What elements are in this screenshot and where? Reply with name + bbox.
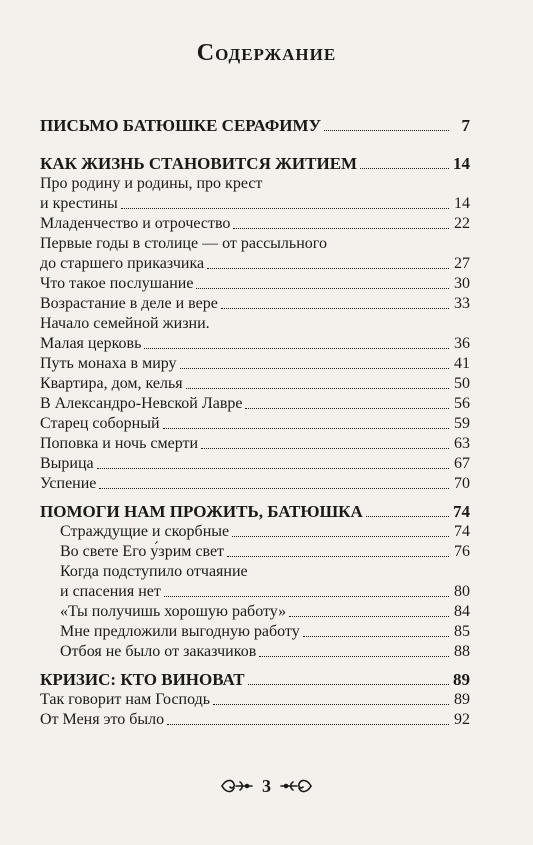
dot-leader	[180, 368, 449, 369]
toc-page-number: 36	[454, 335, 470, 352]
dot-leader	[324, 130, 449, 131]
toc-entry-title: Первые годы в столице — от рассыльного	[40, 235, 327, 252]
toc-page-number: 30	[454, 275, 470, 292]
dot-leader	[163, 428, 449, 429]
toc-entry-title: Начало семейной жизни.	[40, 315, 210, 332]
toc-page-number: 85	[454, 623, 470, 640]
toc-entry-title: КАК ЖИЗНЬ СТАНОВИТСЯ ЖИТИЕМ	[40, 154, 358, 173]
toc-entry	[40, 194, 470, 214]
toc-entry-title: «Ты получишь хорошую работу»	[60, 603, 287, 620]
toc-entry	[40, 374, 470, 394]
toc-entry-title-continued: до старшего приказчика	[40, 255, 205, 272]
toc-entry-line	[40, 234, 470, 254]
toc-page-number: 59	[454, 415, 470, 432]
dot-leader	[207, 268, 449, 269]
toc-chapter	[40, 114, 470, 136]
dot-leader	[221, 308, 449, 309]
toc-chapter	[40, 670, 470, 690]
dot-leader	[245, 408, 449, 409]
dot-leader	[121, 208, 449, 209]
page-title: Содержание	[196, 40, 337, 66]
dot-leader	[97, 468, 449, 469]
toc-entry	[40, 334, 470, 354]
toc-entry	[40, 474, 470, 494]
toc-page-number: 41	[454, 355, 470, 372]
toc-entry-title: Старец соборный	[40, 415, 160, 432]
toc-page-number: 88	[454, 643, 470, 660]
toc-page-number: 76	[454, 543, 470, 560]
toc-entry	[40, 414, 470, 434]
dot-leader	[164, 596, 449, 597]
toc-entry-title: Успение	[40, 475, 97, 492]
toc-entry	[40, 394, 470, 414]
toc-page-number: 74	[453, 502, 470, 521]
toc-entry-line	[40, 562, 470, 582]
toc-entry	[40, 522, 470, 542]
toc-chapter	[40, 154, 470, 174]
dot-leader	[248, 684, 449, 685]
toc-page-number: 7	[461, 116, 470, 135]
dot-leader	[360, 168, 449, 169]
toc-chapter	[40, 502, 470, 522]
toc-entry-title: КРИЗИС: КТО ВИНОВАТ	[40, 670, 245, 689]
right-ornament-icon	[279, 776, 313, 796]
toc-entry-title: Поповка и ночь смерти	[40, 435, 199, 452]
toc-entry	[40, 294, 470, 314]
toc-page-number: 63	[454, 435, 470, 452]
dot-leader	[144, 348, 449, 349]
dot-leader	[213, 704, 449, 705]
left-ornament-icon	[220, 776, 254, 796]
toc-entry	[40, 642, 470, 662]
toc-page-number: 67	[454, 455, 470, 472]
toc-entry-title: ПИСЬМО БАТЮШКЕ СЕРАФИМУ	[40, 116, 322, 135]
toc-entry-title: Страждущие и скорбные	[60, 523, 230, 540]
toc-entry-title-continued: и спасения нет	[60, 583, 161, 600]
dot-leader	[303, 636, 449, 637]
toc-entry-title: Возрастание в деле и вере	[40, 295, 218, 312]
toc-entry	[40, 454, 470, 474]
table-of-contents	[40, 114, 470, 730]
toc-entry	[40, 542, 470, 562]
toc-entry-title: Отбоя не было от заказчиков	[60, 643, 257, 660]
toc-page-number: 56	[454, 395, 470, 412]
dot-leader	[227, 556, 449, 557]
toc-entry-title: В Александро-Невской Лавре	[40, 395, 243, 412]
dot-leader	[232, 536, 449, 537]
dot-leader	[201, 448, 449, 449]
toc-entry	[40, 434, 470, 454]
dot-leader	[289, 616, 449, 617]
toc-entry	[40, 274, 470, 294]
dot-leader	[167, 724, 449, 725]
toc-entry-line	[40, 314, 470, 334]
toc-entry	[40, 354, 470, 374]
dot-leader	[99, 488, 449, 489]
toc-page-number: 89	[454, 691, 470, 708]
dot-leader	[366, 516, 449, 517]
toc-entry	[40, 214, 470, 234]
toc-entry-title: Так говорит нам Господь	[40, 691, 211, 708]
toc-entry	[40, 622, 470, 642]
toc-page-number: 33	[454, 295, 470, 312]
toc-entry	[40, 582, 470, 602]
toc-entry	[40, 690, 470, 710]
toc-entry-title: Что такое послушание	[40, 275, 194, 292]
toc-page-number: 84	[454, 603, 470, 620]
toc-page-number: 50	[454, 375, 470, 392]
toc-entry-title: Когда подступило отчаяние	[60, 563, 248, 580]
toc-page-number: 74	[454, 523, 470, 540]
toc-page-number: 70	[454, 475, 470, 492]
toc-entry-title: Мне предложили выгодную работу	[60, 623, 300, 640]
dot-leader	[196, 288, 449, 289]
toc-entry-line	[40, 174, 470, 194]
toc-entry-title-continued: и крестины	[40, 195, 118, 212]
toc-page-number: 92	[454, 711, 470, 728]
toc-entry-title-continued: Малая церковь	[40, 335, 142, 352]
toc-entry	[40, 602, 470, 622]
toc-entry-title: Путь монаха в миру	[40, 355, 177, 372]
toc-page-number: 22	[454, 215, 470, 232]
toc-page-number: 14	[453, 154, 470, 173]
toc-page-number: 89	[453, 670, 470, 689]
toc-page-number: 14	[454, 195, 470, 212]
page-number: 3	[262, 775, 271, 796]
toc-entry-title: Про родину и родины, про крест	[40, 175, 263, 192]
page-footer	[0, 774, 533, 798]
toc-entry-title: Младенчество и отрочество	[40, 215, 231, 232]
toc-entry-title: Квартира, дом, келья	[40, 375, 183, 392]
toc-entry-title: Во свете Его у́зрим свет	[60, 543, 225, 560]
toc-entry	[40, 710, 470, 730]
toc-entry	[40, 254, 470, 274]
dot-leader	[186, 388, 449, 389]
toc-entry-title: ПОМОГИ НАМ ПРОЖИТЬ, БАТЮШКА	[40, 502, 363, 521]
dot-leader	[233, 228, 449, 229]
toc-page-number: 27	[454, 255, 470, 272]
toc-entry-title: Вырица	[40, 455, 94, 472]
dot-leader	[259, 656, 449, 657]
toc-page-number: 80	[454, 583, 470, 600]
toc-entry-title: От Меня это было	[40, 711, 165, 728]
